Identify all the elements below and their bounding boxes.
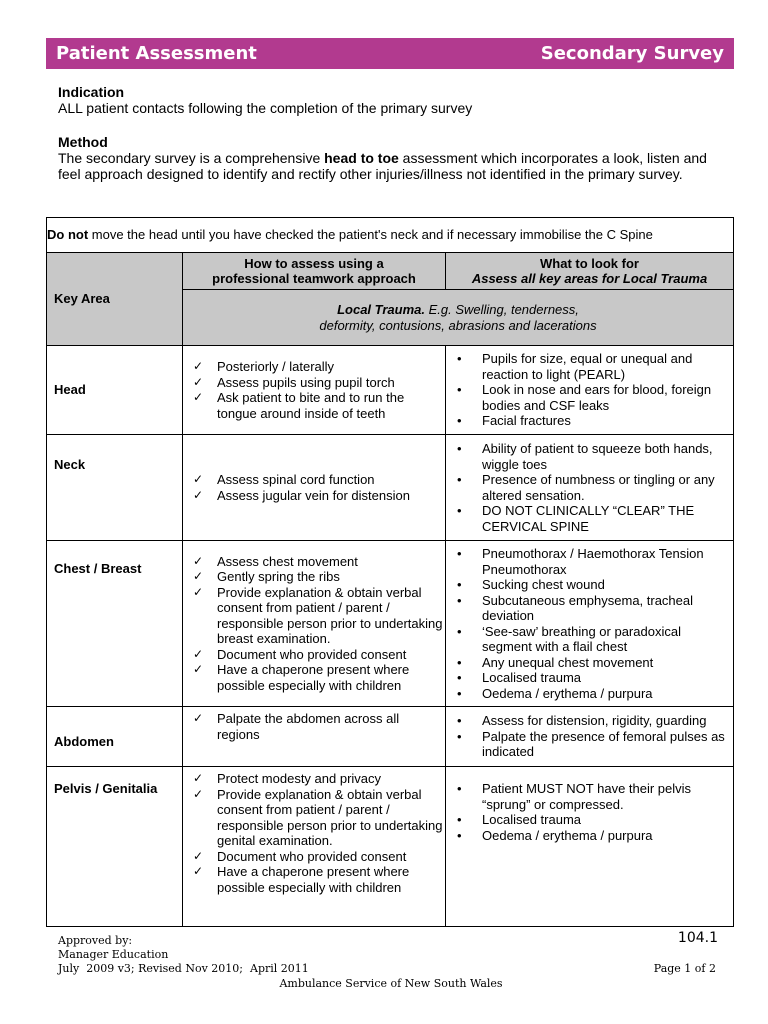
assess-item: ✓ Palpate the abdomen across all regions	[183, 711, 445, 742]
key-area-label: Neck	[47, 435, 183, 541]
table-row	[47, 767, 734, 927]
indication-heading: Indication	[58, 84, 125, 100]
assess-item: ✓ Protect modesty and privacy	[183, 771, 445, 787]
indication-text: ALL patient contacts following the completion of the primary survey	[58, 100, 473, 116]
look-item: • Patient MUST NOT have their pelvis “sprung” or compressed.	[446, 781, 733, 812]
look-cell	[446, 435, 734, 541]
warning-cell: Do not move the head until you have checked the patient's neck and if necessary immobilise the C Spine	[47, 218, 734, 253]
look-item: • Look in nose and ears for blood, foreign bodies and CSF leaks	[446, 382, 733, 413]
assess-item: ✓ Have a chaperone present where possible especially with children	[183, 864, 445, 895]
table-row	[47, 541, 734, 707]
footer-approved-by: Approved by:	[58, 934, 133, 947]
key-area-heading: Key Area	[47, 253, 183, 346]
intro-section	[58, 84, 728, 182]
look-item: • Ability of patient to squeeze both hands, wiggle toes	[446, 441, 733, 472]
secondary-survey-table	[46, 217, 734, 927]
look-cell	[446, 767, 734, 927]
look-item: • Palpate the presence of femoral pulses as indicated	[446, 729, 733, 760]
assess-item: ✓ Assess pupils using pupil torch	[183, 375, 445, 391]
assess-column-heading: How to assess using a professional teamwork approach	[183, 253, 446, 290]
assess-item: ✓ Assess jugular vein for distension	[183, 488, 445, 504]
key-area-label: Abdomen	[47, 707, 183, 767]
look-item: • Pupils for size, equal or unequal and reaction to light (PEARL)	[446, 351, 733, 382]
footer-approval	[58, 934, 309, 976]
assess-item: ✓ Posteriorly / laterally	[183, 359, 445, 375]
assess-item: ✓ Assess spinal cord function	[183, 472, 445, 488]
assess-item: ✓ Ask patient to bite and to run the tongue around inside of teeth	[183, 390, 445, 421]
assess-item: ✓ Provide explanation & obtain verbal consent from patient / parent / responsible person prior to undertaking breast examination.	[183, 585, 445, 647]
assess-item: ✓ Document who provided consent	[183, 647, 445, 663]
look-item: • Localised trauma	[446, 670, 733, 686]
look-item: • Presence of numbness or tingling or any altered sensation.	[446, 472, 733, 503]
assess-item: ✓ Provide explanation & obtain verbal consent from patient / parent / responsible person prior to undertaking genital examination.	[183, 787, 445, 849]
method-text: The secondary survey is a comprehensive head to toe assessment which incorporates a look, listen and feel approach designed to identify and rectify other injuries/illness not identified in the primary survey.	[58, 150, 707, 182]
assess-item: ✓ Assess chest movement	[183, 554, 445, 570]
method-heading: Method	[58, 134, 108, 150]
footer-document-number: 104.1	[677, 930, 718, 946]
local-trauma-cell: Local Trauma. E.g. Swelling, tenderness, deformity, contusions, abrasions and lacerations	[183, 290, 734, 346]
footer-approver: Manager Education	[58, 948, 169, 961]
look-item: • Facial fractures	[446, 413, 733, 429]
look-item: • Any unequal chest movement	[446, 655, 733, 671]
page-header-bar	[46, 38, 734, 69]
assess-item: ✓ Gently spring the ribs	[183, 569, 445, 585]
footer-organisation: Ambulance Service of New South Wales	[279, 977, 503, 990]
assess-cell	[183, 435, 446, 541]
header-title-left: Patient Assessment	[56, 43, 257, 64]
assess-cell	[183, 346, 446, 435]
table-row	[47, 435, 734, 541]
look-item: • Oedema / erythema / purpura	[446, 828, 733, 844]
look-item: • ‘See-saw’ breathing or paradoxical segment with a flail chest	[446, 624, 733, 655]
look-item: • Localised trauma	[446, 812, 733, 828]
look-item: • Pneumothorax / Haemothorax Tension Pneumothorax	[446, 546, 733, 577]
footer-version: July 2009 v3; Revised Nov 2010; April 2011	[58, 962, 309, 975]
table-row	[47, 707, 734, 767]
look-item: • Subcutaneous emphysema, tracheal deviation	[446, 593, 733, 624]
assess-cell	[183, 767, 446, 927]
key-area-label: Chest / Breast	[47, 541, 183, 707]
look-cell	[446, 346, 734, 435]
warning-row	[47, 218, 734, 253]
look-cell	[446, 707, 734, 767]
look-column-heading: What to look for Assess all key areas for Local Trauma	[446, 253, 734, 290]
assess-cell	[183, 707, 446, 767]
key-area-label: Pelvis / Genitalia	[47, 767, 183, 927]
assess-item: ✓ Have a chaperone present where possible especially with children	[183, 662, 445, 693]
footer-page-number: Page 1 of 2	[653, 962, 716, 975]
assess-item: ✓ Document who provided consent	[183, 849, 445, 865]
header-title-right: Secondary Survey	[540, 43, 724, 64]
look-item: • Assess for distension, rigidity, guarding	[446, 713, 733, 729]
look-item: • DO NOT CLINICALLY “CLEAR” THE CERVICAL SPINE	[446, 503, 733, 534]
look-item: • Oedema / erythema / purpura	[446, 686, 733, 702]
assess-cell	[183, 541, 446, 707]
key-area-label: Head	[47, 346, 183, 435]
look-item: • Sucking chest wound	[446, 577, 733, 593]
table-row	[47, 346, 734, 435]
look-cell	[446, 541, 734, 707]
header-row	[47, 253, 734, 290]
